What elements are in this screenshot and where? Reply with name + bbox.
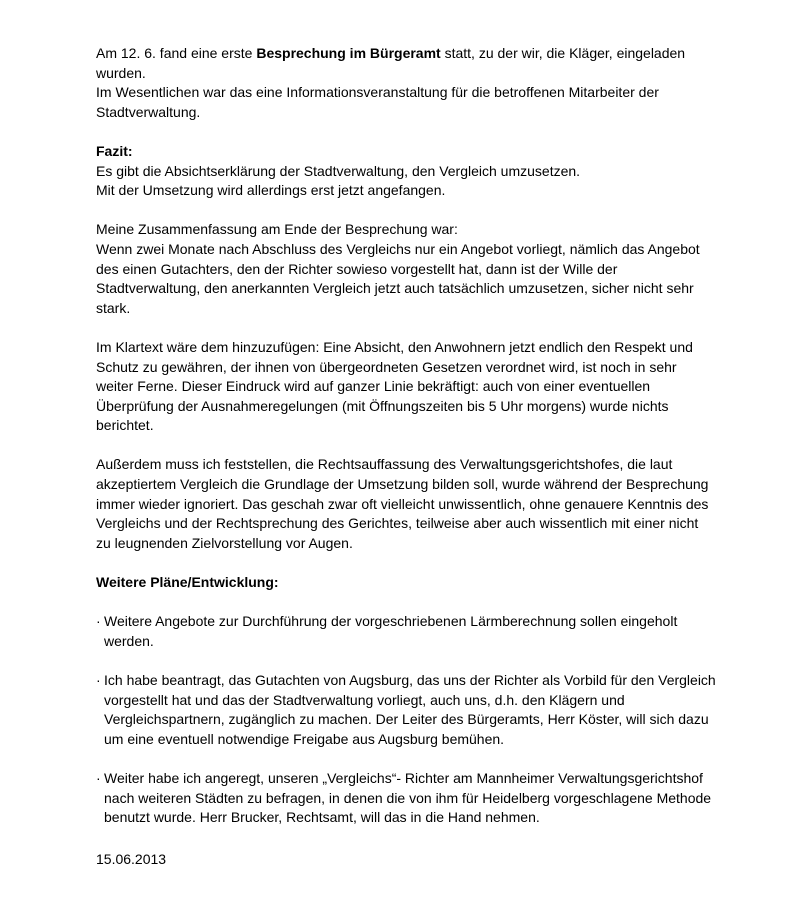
document-date: 15.06.2013 — [96, 850, 167, 867]
ausserdem-paragraph: Außerdem muss ich feststellen, die Rechtsauffassung des Verwaltungsgerichtshofes, die laut akzeptiertem Vergleich die Grundlage der Umsetzung bilden soll, wurde während der Besprechung immer wieder ignoriert. Das geschah zwar oft vielleicht unwissentlich, ohne genauere Kenntnis des Vergleichs und der Rechtsprechung des Gerichtes, teilweise aber auch wissentlich mit einer nicht zu leugnenden Zielvorstellung vor Augen. — [96, 456, 709, 551]
list-item — [96, 671, 716, 749]
fazit-line-1: Es gibt die Absichtserklärung der Stadtverwaltung, den Vergleich umzusetzen. — [96, 162, 581, 179]
list-item-text: Weitere Angebote zur Durchführung der vorgeschriebenen Lärmberechnung sollen eingeholt werden. — [104, 613, 678, 649]
bullet-icon: · — [96, 613, 101, 630]
fazit-heading-text: Fazit: — [96, 142, 133, 159]
summary-line-1: Meine Zusammenfassung am Ende der Besprechung war: — [96, 221, 458, 238]
fazit-heading — [96, 142, 716, 162]
list-item — [96, 769, 716, 828]
intro-line-2: Im Wesentlichen war das eine Informationsveranstaltung für die betroffenen Mitarbeiter der Stadtverwaltung. — [96, 84, 659, 120]
fazit-line-2: Mit der Umsetzung wird allerdings erst jetzt angefangen. — [96, 182, 446, 199]
bullet-icon: · — [96, 769, 101, 786]
list-item — [96, 612, 716, 651]
intro-bold-text: Besprechung im Bürgeramt — [256, 45, 441, 61]
plans-heading — [96, 573, 716, 593]
plans-heading-text: Weitere Pläne/Entwicklung: — [96, 574, 279, 591]
document-page — [96, 44, 716, 869]
intro-text-end: statt, zu der wir, die Kläger, eingeladen wurden. — [96, 45, 686, 81]
list-item-text: Ich habe beantragt, das Gutachten von Augsburg, das uns der Richter als Vorbild für den Vergleich vorgestellt hat und das der Stadtverwaltung vorliegt, auch uns, d.h. den Klägern und Vergleichspartnern, zugänglich zu machen. Der Leiter des Bürgeramts, Herr Köster, will sich dazu um eine eventuell notwendige Freigabe aus Augsburg bemühen. — [104, 672, 716, 747]
intro-paragraph — [96, 44, 716, 83]
bullet-icon: · — [96, 672, 101, 688]
intro-text: Am 12. 6. fand eine erste — [96, 45, 257, 61]
klartext-paragraph: Im Klartext wäre dem hinzuzufügen: Eine Absicht, den Anwohnern jetzt endlich den Respekt und Schutz zu gewähren, der ihnen von übergeordneten Gesetzen verordnet wird, ist noch in sehr weiter Ferne. Dieser Eindruck wird auf ganzer Linie bekräftigt: auch von einer eventuellen Überprüfung der Ausnahmeregelungen (mit Öffnungszeiten bis 5 Uhr morgens) wurde nichts berichtet. — [96, 338, 693, 434]
list-item-text: Weiter habe ich angeregt, unseren „Vergleichs“- Richter am Mannheimer Verwaltungsgerichtshof nach weiteren Städten zu befragen, in denen die von ihm für Heidelberg vorgeschlagene Methode benutzt wurde. Herr Brucker, Rechtsamt, will das in die Hand nehmen. — [104, 769, 712, 826]
summary-line-2: Wenn zwei Monate nach Abschluss des Vergleichs nur ein Angebot vorliegt, nämlich das Angebot des einen Gutachters, den der Richter sowieso vorgestellt hat, dann ist der Wille der Stadtverwaltung, den anerkannten Vergleich jetzt auch tatsächlich umzusetzen, sicher nicht sehr stark. — [96, 240, 700, 316]
